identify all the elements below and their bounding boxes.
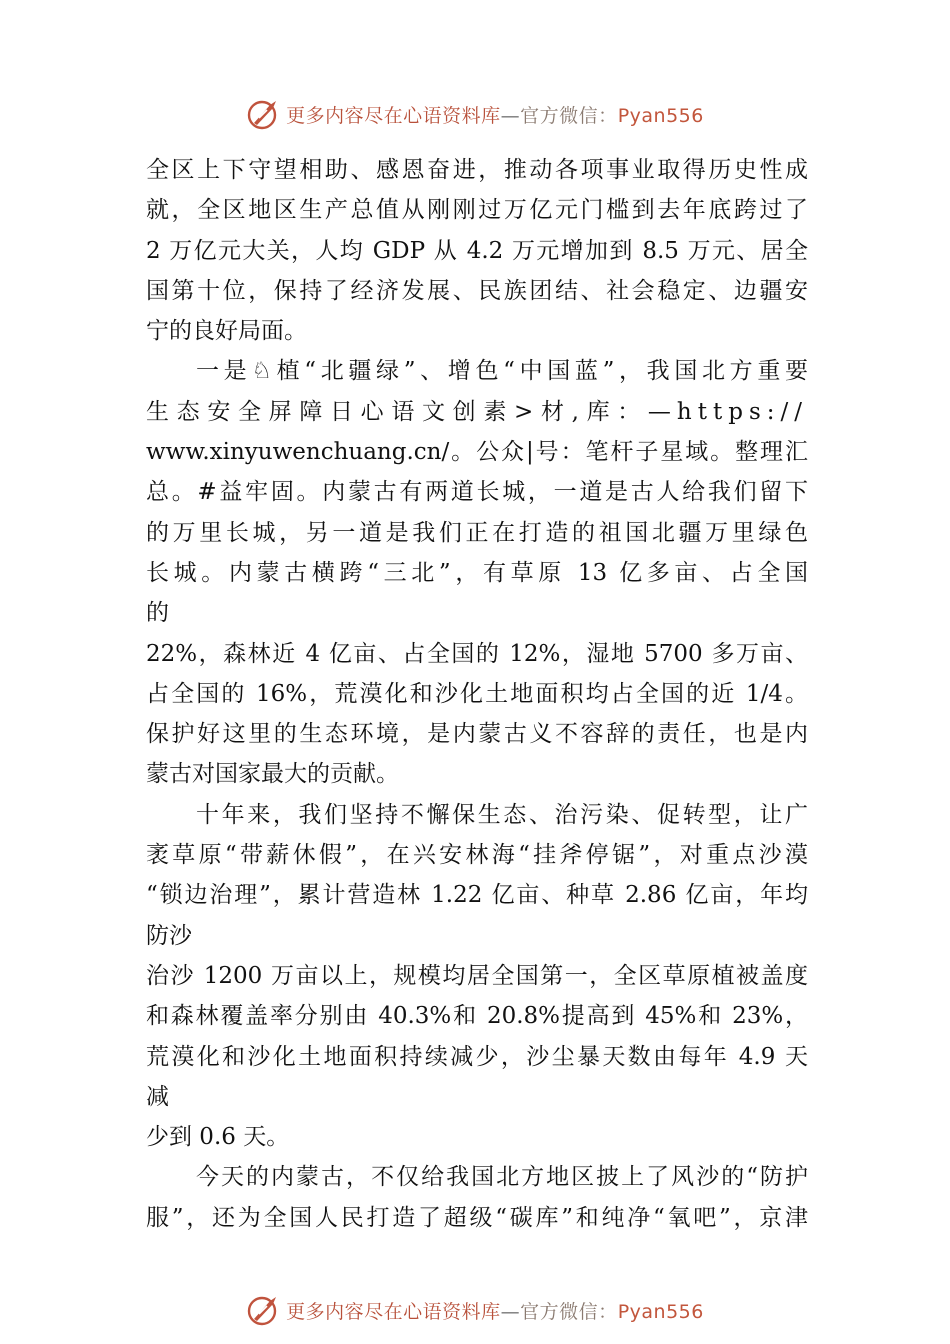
text-line: 宁的良好局面。 xyxy=(146,318,307,345)
text-line: 一是♘植“北疆绿”、增色“中国蓝”，我国北方重要 xyxy=(196,358,808,385)
text-line: 生态安全屏障日心语文创素>材,库：—https:// xyxy=(146,398,808,425)
text-line: 今天的内蒙古，不仅给我国北方地区披上了风沙的“防护 xyxy=(196,1164,808,1191)
text-line: 防沙 xyxy=(146,922,192,949)
banner-separator: — xyxy=(500,104,521,127)
text-line: 2 万亿元大关，人均 GDP 从 4.2 万元增加到 8.5 万元、居全 xyxy=(146,237,808,264)
header-banner xyxy=(0,92,950,136)
text-line: 蒙古对国家最大的贡献。 xyxy=(146,761,399,788)
text-line: www.xinyuwenchuang.cn/。公众|号：笔杆子星域。整理汇 xyxy=(146,439,808,466)
banner-site: 更多内容尽在心语资料库 xyxy=(286,104,501,127)
text-line: 长城。内蒙古横跨“三北”，有草原 13 亿多亩、占全国 xyxy=(146,559,808,586)
text-line: 国第十位，保持了经济发展、民族团结、社会稳定、边疆安 xyxy=(146,277,808,304)
banner-text xyxy=(286,1297,704,1324)
banner-wechat-label: 官方微信： xyxy=(520,104,618,127)
footer-banner xyxy=(0,1288,950,1332)
text-line: 就，全区地区生产总值从刚刚过万亿元门槛到去年底跨过了 xyxy=(146,197,808,224)
banner-wechat-id: Pyan556 xyxy=(617,1300,704,1323)
text-line: 少到 0.6 天。 xyxy=(146,1124,290,1151)
text-line: 减 xyxy=(146,1083,169,1110)
text-line: 的万里长城，另一道是我们正在打造的祖国北疆万里绿色 xyxy=(146,519,808,546)
text-line: 和森林覆盖率分别由 40.3%和 20.8%提高到 45%和 23%， xyxy=(146,1003,808,1030)
text-line: 保护好这里的生态环境，是内蒙古义不容辞的责任，也是内 xyxy=(146,721,808,748)
banner-text xyxy=(286,101,704,128)
text-line: 荒漠化和沙化土地面积持续减少，沙尘暴天数由每年 4.9 天 xyxy=(146,1043,808,1070)
text-line: 全区上下守望相助、感恩奋进，推动各项事业取得历史性成 xyxy=(146,157,808,183)
text-line: 22%，森林近 4 亿亩、占全国的 12%，湿地 5700 多万亩、 xyxy=(146,640,808,667)
text-line: 总。#益牢固。内蒙古有两道长城，一道是古人给我们留下 xyxy=(146,479,808,506)
banner-site: 更多内容尽在心语资料库 xyxy=(286,1300,501,1323)
document-body xyxy=(146,150,808,1238)
pen-nib-logo-icon xyxy=(246,1292,282,1328)
text-line: 服”，还为全国人民打造了超级“碳库”和纯净“氧吧”，京津 xyxy=(146,1204,808,1231)
text-line: 袤草原“带薪休假”，在兴安林海“挂斧停锯”，对重点沙漠 xyxy=(146,842,808,869)
text-line: 的 xyxy=(146,600,169,627)
banner-separator: — xyxy=(500,1300,521,1323)
text-line: “锁边治理”，累计营造林 1.22 亿亩、种草 2.86 亿亩，年均 xyxy=(146,882,808,909)
banner-wechat-id: Pyan556 xyxy=(617,104,704,127)
text-line: 治沙 1200 万亩以上，规模均居全国第一，全区草原植被盖度 xyxy=(146,962,808,989)
banner-wechat-label: 官方微信： xyxy=(520,1300,618,1323)
text-line: 十年来，我们坚持不懈保生态、治污染、促转型，让广 xyxy=(196,801,808,828)
pen-nib-logo-icon xyxy=(246,96,282,132)
text-line: 占全国的 16%，荒漠化和沙化土地面积均占全国的近 1/4。 xyxy=(146,680,808,707)
